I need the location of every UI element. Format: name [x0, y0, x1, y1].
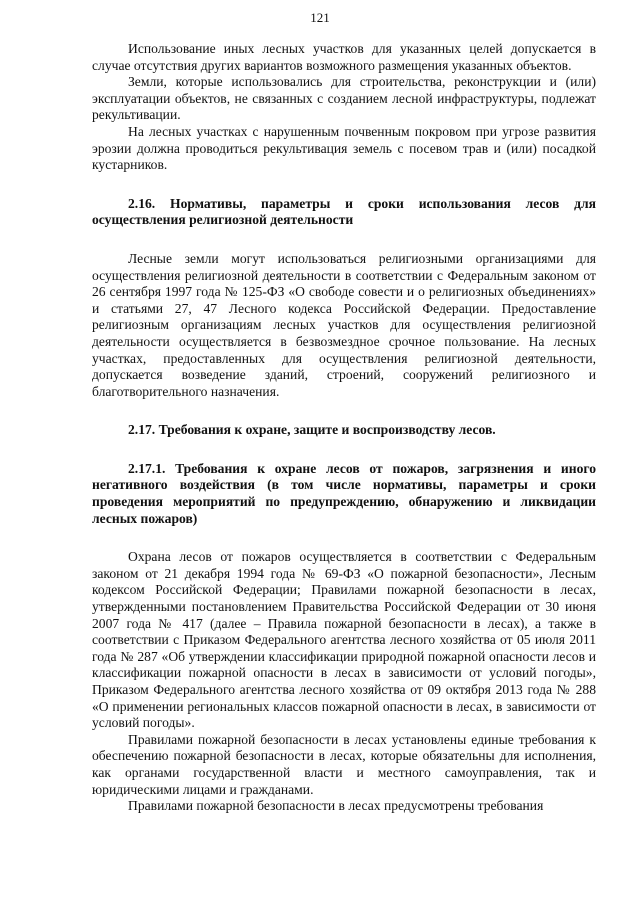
paragraph-land-recultivation: Земли, которые использовались для строительства, реконструкции и (или) эксплуатации объектов, не связанных с созданием лесной инфраструктуры, подлежат рекультивации. [92, 74, 596, 123]
paragraph-religious-use: Лесные земли могут использоваться религиозными организациями для осуществления религиозной деятельности в соответствии с Федеральным законом от 26 сентября 1997 года № 125-ФЗ «О свободе совести и о религиозных объединениях» и статьями 27, 47 Лесного кодекса Российской Федерации. Предоставление религиозным организациям лесных участков для осуществления религиозной деятельности осуществляется в безвозмездное срочное пользование. На лесных участках, предоставленных для осуществления религиозной деятельности, допускается возведение зданий, строений, сооружений религиозного и благотворительного назначения. [92, 250, 596, 399]
paragraph-erosion-recultivation: На лесных участках с нарушенным почвенным покровом при угрозе развития эрозии должна проводиться рекультивация земель с посевом трав и (или) посадкой кустарников. [92, 123, 596, 173]
section-heading-2-17: 2.17. Требования к охране, защите и воспроизводству лесов. [128, 422, 496, 438]
document-body [92, 41, 596, 815]
paragraph-fire-safety-rules: Правилами пожарной безопасности в лесах установлены единые требования к обеспечению пожарной безопасности в лесах, которые обязательны для исполнения, как органами государственной власти и местного самоуправления, так и юридическими лицами и гражданами. [92, 731, 596, 797]
section-heading-2-17-1: 2.17.1. Требования к охране лесов от пожаров, загрязнения и иного негативного воздействия (в том числе нормативы, параметры и сроки проведения мероприятий по предупреждению, обнаружению и ликвидации лесных пожаров) [92, 460, 596, 526]
paragraph-fire-safety-requirements: Правилами пожарной безопасности в лесах предусмотрены требования [128, 798, 544, 814]
page-number: 121 [310, 10, 330, 25]
paragraph-other-forest-plots: Использование иных лесных участков для указанных целей допускается в случае отсутствия других вариантов возможного размещения указанных объектов. [92, 41, 596, 73]
paragraph-fire-protection-law: Охрана лесов от пожаров осуществляется в соответствии с Федеральным законом от 21 декабря 1994 года № 69-ФЗ «О пожарной безопасности», Лесным кодексом Российской Федерации; Правилами пожарной безопасности в лесах, утвержденными постановлением Правительства Российской Федерации от 30 июня 2007 года № 417 (далее – Правила пожарной безопасности в лесах), а также в соответствии с Приказом Федерального агентства лесного хозяйства от 05 июля 2011 года № 287 «Об утверждении классификации природной пожарной опасности лесов и классификации пожарной опасности в лесах в зависимости от условий погоды», Приказом Федерального агентства лесного хозяйства от 09 октября 2013 года № 288 «О применении региональных классов пожарной опасности в лесах, в зависимости от условий погоды». [92, 549, 596, 731]
section-heading-2-16: 2.16. Нормативы, параметры и сроки использования лесов для осуществления религиозной деятельности [92, 195, 596, 228]
